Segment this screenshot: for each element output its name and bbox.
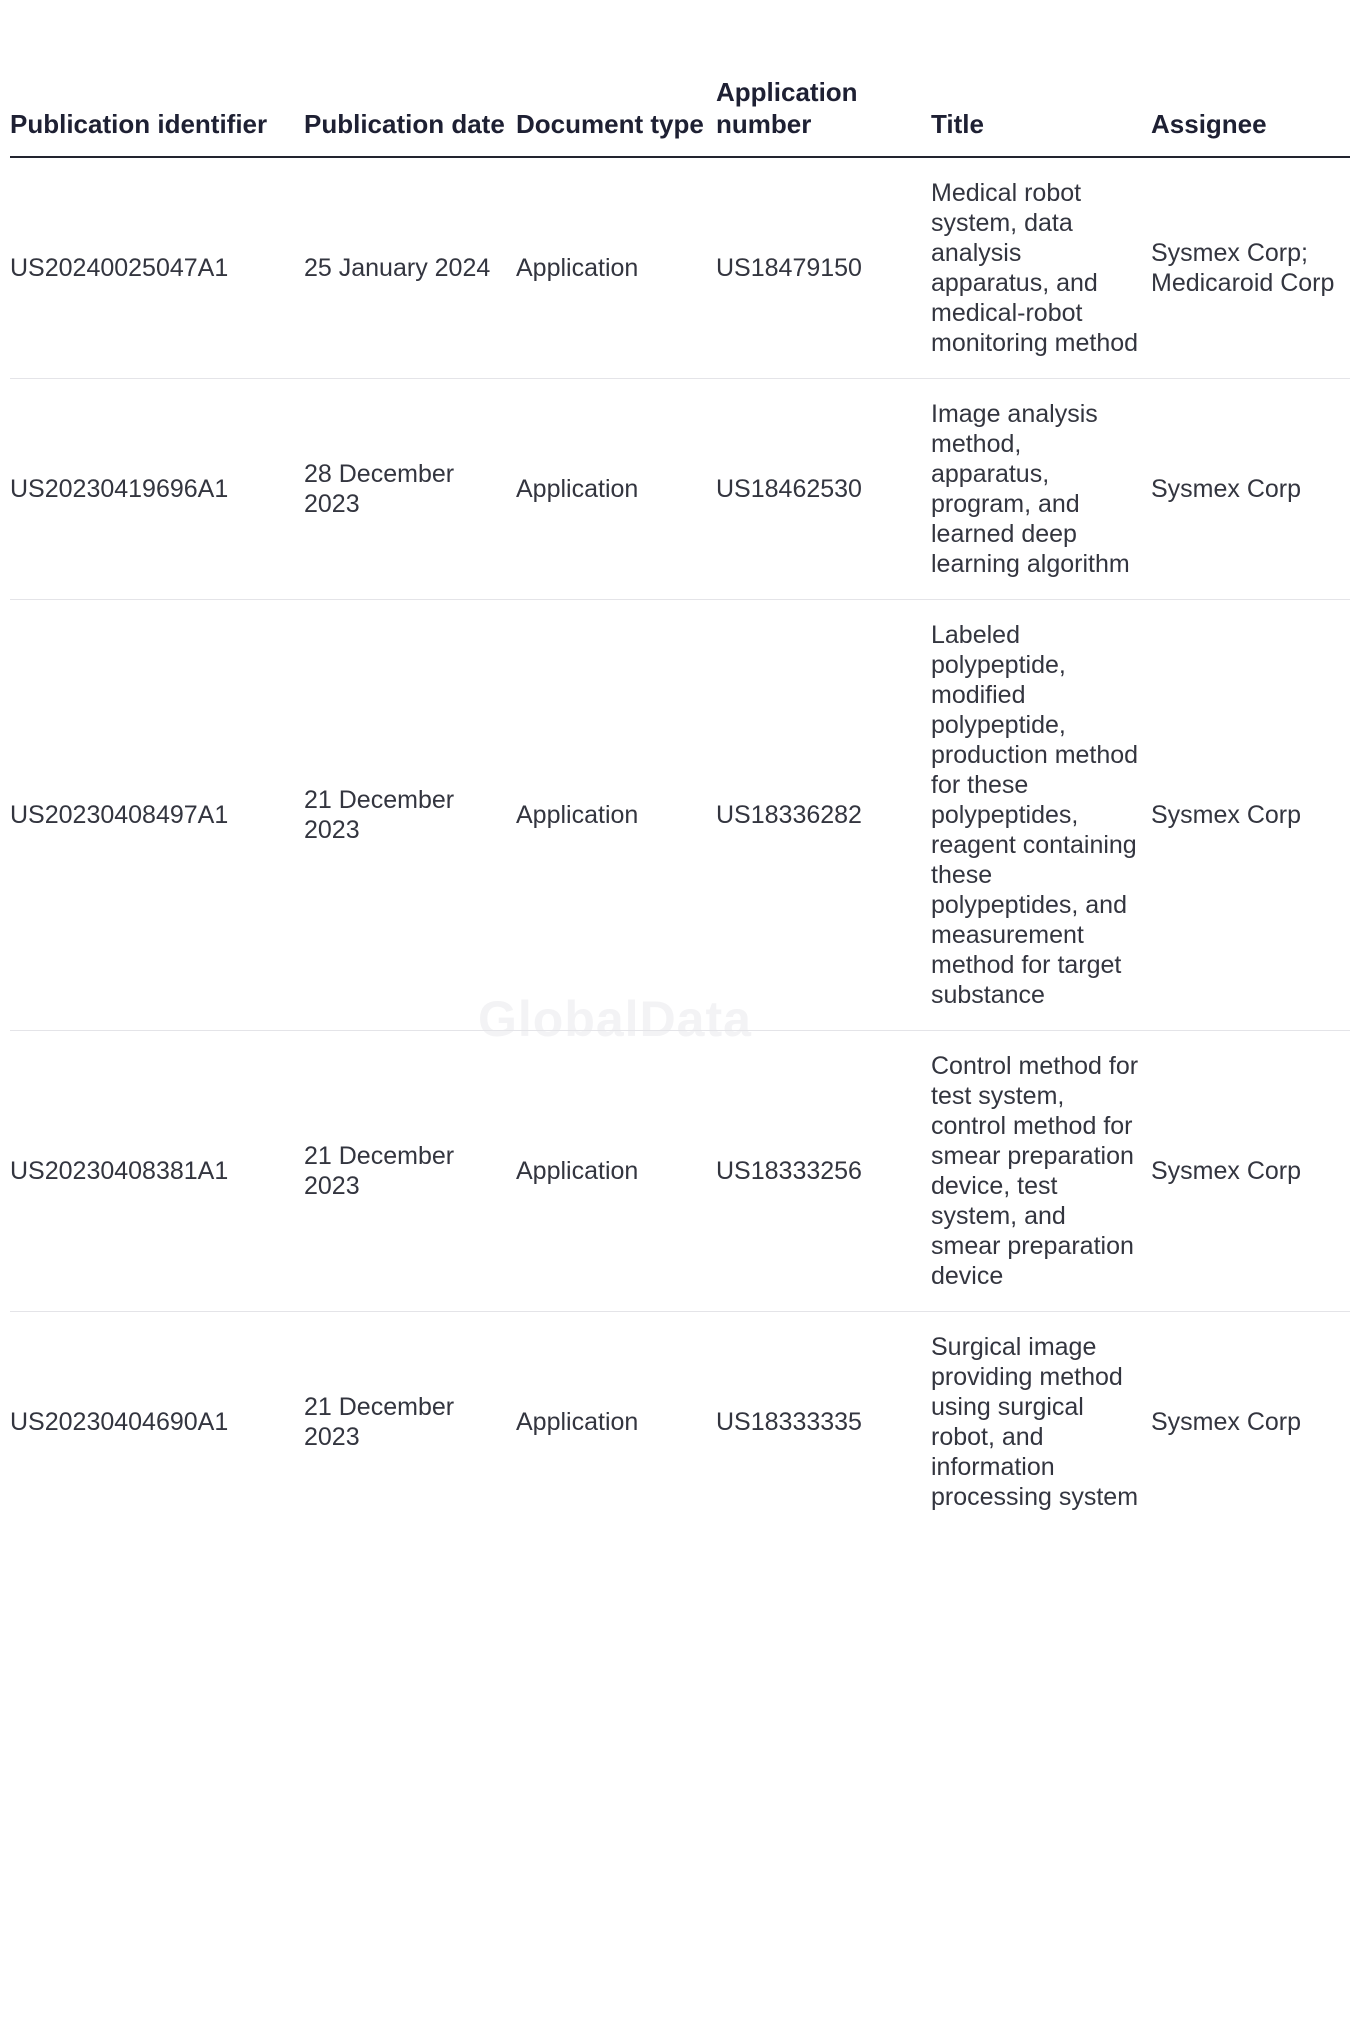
document-type-cell: Application [516, 379, 716, 600]
table-row [10, 1031, 1350, 1312]
header-title: Title [931, 76, 1151, 157]
application-number-cell: US18333335 [716, 1408, 862, 1436]
title-cell: Surgical image providing method using surgical robot, and information processing system [931, 1333, 1139, 1511]
table-row [10, 1312, 1350, 1533]
document-type-cell: Application [516, 1031, 716, 1312]
application-number-cell: US18479150 [716, 157, 931, 379]
publication-date-cell: 21 December 2023 [304, 600, 516, 1031]
title-cell: Medical robot system, data analysis apparatus, and medical-robot monitoring method [931, 157, 1151, 379]
table-row [10, 157, 1350, 379]
header-publication-identifier: Publication identifier [10, 76, 304, 157]
publication-identifier-cell: US20230408497A1 [10, 600, 304, 1031]
assignee-cell: Sysmex Corp [1151, 600, 1350, 1031]
publication-identifier-cell: US20230419696A1 [10, 379, 304, 600]
header-row [10, 76, 1350, 157]
publication-date-cell: 25 January 2024 [304, 157, 516, 379]
assignee-cell: Sysmex Corp [1151, 1408, 1302, 1436]
publication-identifier-cell: US20230404690A1 [10, 1408, 229, 1436]
publication-date-cell: 21 December 2023 [304, 1031, 516, 1312]
watermark: GlobalData [478, 991, 752, 1047]
table-row [10, 379, 1350, 600]
header-publication-date: Publication date [304, 76, 516, 157]
document-type-cell: Application [516, 600, 716, 1031]
publication-date-cell: 28 December 2023 [304, 379, 516, 600]
header-assignee: Assignee [1151, 76, 1350, 157]
assignee-cell: Sysmex Corp [1151, 1031, 1350, 1312]
assignee-cell: Sysmex Corp; Medicaroid Corp [1151, 157, 1350, 379]
publication-identifier-cell: US20230408381A1 [10, 1031, 304, 1312]
application-number-cell: US18336282 [716, 600, 931, 1031]
document-type-cell: Application [516, 1408, 639, 1436]
header-application-number: Application number [716, 76, 931, 157]
publication-identifier-cell: US20240025047A1 [10, 157, 304, 379]
application-number-cell: US18462530 [716, 379, 931, 600]
patent-table [10, 76, 1350, 1532]
publication-date-cell: 21 December 2023 [304, 1393, 455, 1451]
table-row [10, 600, 1350, 1031]
title-cell: Image analysis method, apparatus, program, and learned deep learning algorithm [931, 379, 1151, 600]
title-cell: Labeled polypeptide, modified polypeptide, production method for these polypeptides, reagent containing these polypeptides, and measurement method for target substance [931, 600, 1151, 1031]
application-number-cell: US18333256 [716, 1031, 931, 1312]
document-type-cell: Application [516, 157, 716, 379]
title-cell: Control method for test system, control method for smear preparation device, test system, and smear preparation device [931, 1031, 1151, 1312]
assignee-cell: Sysmex Corp [1151, 379, 1350, 600]
header-document-type: Document type [516, 76, 716, 157]
